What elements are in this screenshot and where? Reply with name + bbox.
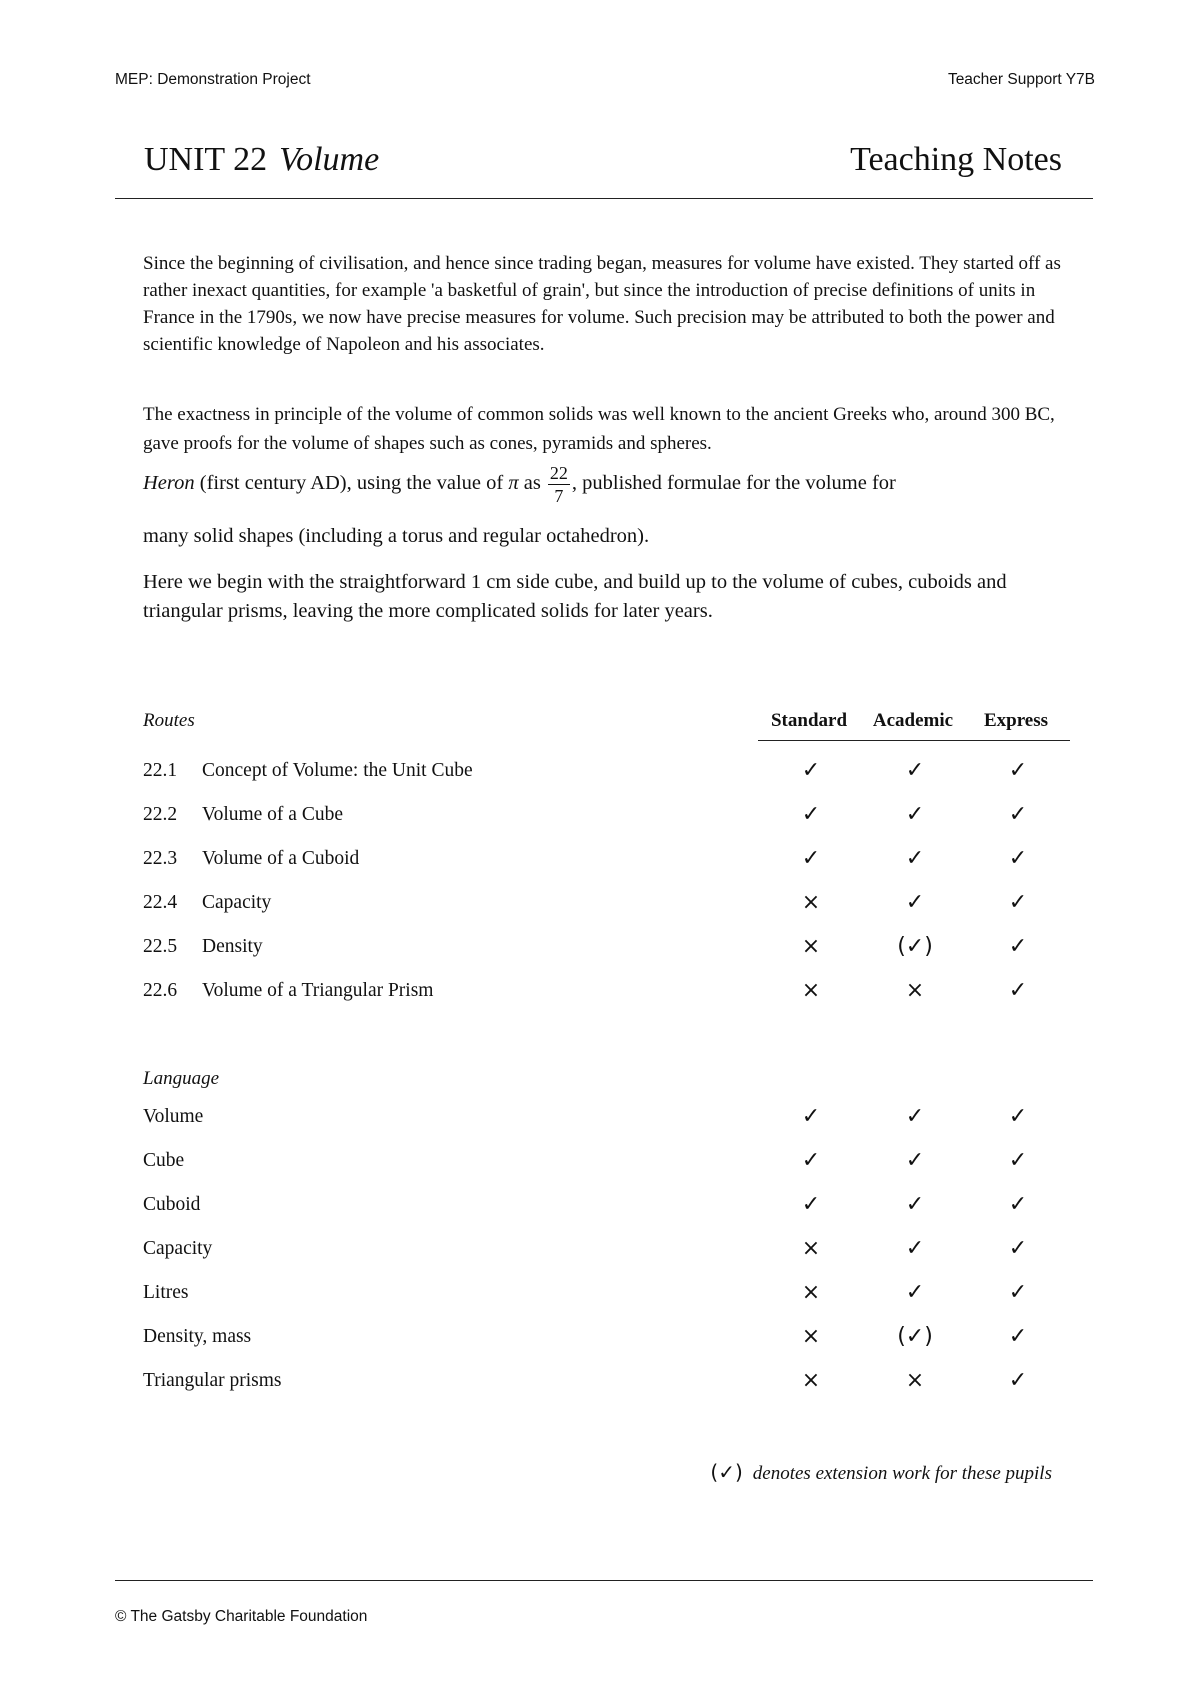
- heron-line-2: many solid shapes (including a torus and regular octahedron).: [143, 525, 650, 547]
- language-term: Cuboid: [143, 1194, 201, 1215]
- express-mark: ✓: [1008, 1280, 1028, 1305]
- academic-mark: ✓: [905, 1148, 925, 1173]
- standard-mark: ✓: [801, 846, 821, 871]
- academic-mark: ✓: [905, 890, 925, 915]
- language-term: Density, mass: [143, 1326, 252, 1347]
- route-row: [143, 848, 1083, 878]
- heron-text-a: (first century AD), using the value of: [194, 472, 509, 494]
- route-row: [143, 892, 1083, 922]
- express-mark: ✓: [1008, 1192, 1028, 1217]
- language-row: [143, 1370, 1083, 1400]
- academic-mark: ✓: [905, 846, 925, 871]
- pi-symbol: π: [508, 472, 519, 494]
- language-label: Language: [143, 1068, 219, 1089]
- express-mark: ✓: [1008, 978, 1028, 1003]
- express-mark: ✓: [1008, 890, 1028, 915]
- route-row: [143, 804, 1083, 834]
- column-header-express: Express: [983, 710, 1049, 731]
- extension-mark: (✓): [710, 1460, 743, 1484]
- academic-mark: ×: [905, 1368, 925, 1393]
- route-number: 22.5: [143, 936, 178, 957]
- header-support-label: Teacher Support Y7B: [947, 71, 1095, 88]
- standard-mark: ×: [801, 1324, 821, 1349]
- route-row: [143, 980, 1083, 1010]
- standard-mark: ×: [801, 978, 821, 1003]
- standard-mark: ×: [801, 1236, 821, 1261]
- unit-topic: Volume: [279, 141, 380, 178]
- fraction-numerator: 22: [549, 462, 568, 483]
- academic-mark: (✓): [897, 1324, 933, 1349]
- express-mark: ✓: [1008, 1236, 1028, 1261]
- routes-label: Routes: [143, 710, 195, 731]
- column-header-rule: [758, 740, 1070, 741]
- header-project-label: MEP: Demonstration Project: [115, 71, 311, 88]
- express-mark: ✓: [1008, 1368, 1028, 1393]
- column-header-standard: Standard: [770, 710, 848, 731]
- language-row: [143, 1238, 1083, 1268]
- column-header-academic: Academic: [872, 710, 954, 731]
- standard-mark: ✓: [801, 802, 821, 827]
- intro-paragraph-2: The exactness in principle of the volume of common solids was well known to the ancient Greeks who, around 300 BC, gave proofs for the volume of shapes such as cones, pyramids and spheres.: [143, 404, 1055, 454]
- route-title: Volume of a Triangular Prism: [202, 980, 434, 1001]
- heron-text-as: as: [518, 472, 546, 494]
- teaching-notes-title: Teaching Notes: [850, 141, 1062, 178]
- academic-mark: ✓: [905, 1104, 925, 1129]
- standard-mark: ×: [801, 1368, 821, 1393]
- academic-mark: ✓: [905, 1192, 925, 1217]
- standard-mark: ✓: [801, 1192, 821, 1217]
- academic-mark: (✓): [897, 934, 933, 959]
- extension-footnote: [710, 1460, 1052, 1485]
- academic-mark: ✓: [905, 758, 925, 783]
- route-number: 22.2: [143, 804, 178, 825]
- express-mark: ✓: [1008, 758, 1028, 783]
- language-row: [143, 1194, 1083, 1224]
- route-number: 22.1: [143, 760, 178, 781]
- express-mark: ✓: [1008, 1148, 1028, 1173]
- academic-mark: ✓: [905, 1236, 925, 1261]
- language-term: Volume: [143, 1106, 204, 1127]
- express-mark: ✓: [1008, 1104, 1028, 1129]
- route-title: Density: [202, 936, 263, 957]
- intro-paragraph-1: Since the beginning of civilisation, and hence since trading began, measures for volume have existed. They started off as rather inexact quantities, for example 'a basketful of grain', but since the introduction of precise definitions of units in France in the 1790s, we now have precise measures for volume. Such precision may be attributed to both the power and scientific knowledge of Napoleon and his associates.: [143, 253, 1061, 355]
- academic-mark: ✓: [905, 802, 925, 827]
- footer-divider: [115, 1580, 1093, 1581]
- route-title: Volume of a Cube: [202, 804, 343, 825]
- unit-title: [144, 141, 379, 179]
- fraction-denominator: 7: [554, 485, 564, 506]
- header-divider: [115, 198, 1093, 199]
- express-mark: ✓: [1008, 1324, 1028, 1349]
- academic-mark: ×: [905, 978, 925, 1003]
- standard-mark: ×: [801, 890, 821, 915]
- route-title: Concept of Volume: the Unit Cube: [202, 760, 473, 781]
- standard-mark: ×: [801, 934, 821, 959]
- academic-mark: ✓: [905, 1280, 925, 1305]
- copyright-notice: © The Gatsby Charitable Foundation: [115, 1608, 368, 1625]
- heron-line-1: [143, 458, 1078, 508]
- language-row: [143, 1150, 1083, 1180]
- footnote-text: denotes extension work for these pupils: [752, 1463, 1052, 1484]
- language-row: [143, 1326, 1083, 1356]
- express-mark: ✓: [1008, 846, 1028, 871]
- standard-mark: ✓: [801, 1104, 821, 1129]
- route-row: [143, 760, 1083, 790]
- standard-mark: ×: [801, 1280, 821, 1305]
- route-number: 22.4: [143, 892, 178, 913]
- language-term: Litres: [143, 1282, 189, 1303]
- standard-mark: ✓: [801, 758, 821, 783]
- language-term: Capacity: [143, 1238, 213, 1259]
- route-number: 22.6: [143, 980, 178, 1001]
- unit-number: UNIT 22: [144, 141, 268, 178]
- route-number: 22.3: [143, 848, 178, 869]
- language-row: [143, 1282, 1083, 1312]
- standard-mark: ✓: [801, 1148, 821, 1173]
- language-term: Cube: [143, 1150, 185, 1171]
- intro-paragraph-4: Here we begin with the straightforward 1 cm side cube, and build up to the volume of cubes, cuboids and triangular prisms, leaving the more complicated solids for later years.: [143, 571, 1007, 622]
- express-mark: ✓: [1008, 802, 1028, 827]
- language-row: [143, 1106, 1083, 1136]
- route-title: Volume of a Cuboid: [202, 848, 360, 869]
- heron-name: Heron: [143, 472, 195, 494]
- route-row: [143, 936, 1083, 966]
- heron-text-b: , published formulae for the volume for: [571, 472, 896, 494]
- route-title: Capacity: [202, 892, 272, 913]
- fraction-22-over-7: [548, 462, 570, 507]
- intro-paragraph-3: [143, 458, 1078, 552]
- express-mark: ✓: [1008, 934, 1028, 959]
- language-term: Triangular prisms: [143, 1370, 282, 1391]
